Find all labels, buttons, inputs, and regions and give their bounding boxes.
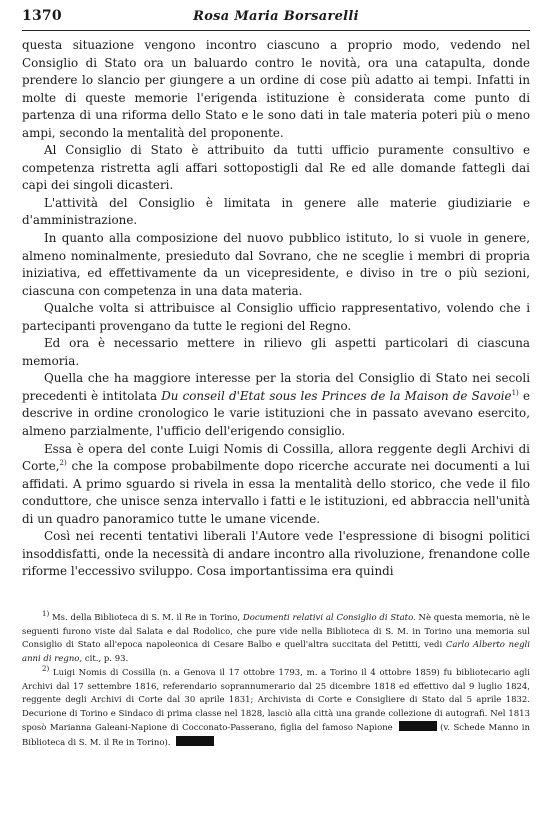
footnote-1 bbox=[22, 612, 530, 666]
paragraph-7-text-b: e descrive in ordine cronologico le varie istituzioni che in passato avevano esercito, almeno parzialmente, l'ufficio dell'erigendo consiglio. bbox=[22, 388, 530, 439]
footnote-1-title: Documenti relativi al Consiglio di Stato. bbox=[242, 613, 416, 623]
page-header bbox=[22, 6, 530, 26]
paragraph-2: Al Consiglio di Stato è attribuito da tutti ufficio puramente consultivo e competenza ristretta agli affari sottopostigli dal Re ed alle domande fattegli dai capi dei singoli dicasteri. bbox=[22, 143, 530, 193]
footnote-1-reference: Carlo Alberto negli anni di regno, bbox=[22, 640, 530, 664]
paragraph-7-text-a: Quella che ha maggiore interesse per la storia del Consiglio di Stato nei secoli precedenti è intitolata bbox=[22, 371, 530, 403]
paragraph-8-text-a: Essa è opera del conte Luigi Nomis di Cossilla, allora reggente degli Archivi di Corte, bbox=[22, 441, 530, 474]
footnote-2-text-a: Luigi Nomis di Cossilla (n. a Genova il 17 ottobre 1793, m. a Torino il 4 ottobre 1859) fu bibliotecario agli Archivi dal 17 settembre 1816, referendario soprannumerario dal 25 dicembre 1818 ed effettivo dal 9 luglio 1824, reggente degli Archivi di Corte dal 30 aprile 1831; Archivista di Corte e Consigliere di Stato dal 5 aprile 1832. Decurione di Torino e Sindaco di prima classe nel 1828, lasciò alla città una grande collezione di autografi. Nel 1813 sposò Marianna Galeani-Napione di Cocconato-Passerano, figlia del famoso Napione bbox=[22, 668, 530, 733]
footnote-2 bbox=[22, 667, 530, 750]
paragraph-6: Ed ora è necessario mettere in rilievo gli aspetti particolari di ciascuna memoria. bbox=[22, 336, 530, 368]
footnote-1-text-b: Nè questa memoria, nè le seguenti furono viste dal Salata e dal Rodolico, che pure vide nella Biblioteca di S. M. in Torino una memoria sul Consiglio di Stato all'epoca napoleonica di Cesare Balbo e quell'altra succitata del Petitti, vedi bbox=[22, 613, 531, 650]
footnote-ref-1: 1) bbox=[511, 388, 519, 397]
body-text bbox=[22, 37, 530, 581]
footnote-1-text-c: cit., p. 93. bbox=[82, 653, 129, 664]
paragraph-4: In quanto alla composizione del nuovo pubblico istituto, lo si vuole in genere, almeno nominalmente, presieduto dal Sovrano, che ne sceglie i membri di propria iniziativa, ed effettivamente da un vicepresidente, e diviso in tre o più sezioni, ciascuna con competenza in una data materia. bbox=[22, 231, 530, 298]
paragraph-8 bbox=[22, 441, 530, 529]
footnote-ref-2: 2) bbox=[59, 459, 67, 468]
redaction-mark bbox=[176, 736, 214, 746]
footnote-2-mark: 2) bbox=[42, 665, 50, 674]
redaction-mark bbox=[399, 721, 437, 731]
page-number: 1370 bbox=[22, 8, 62, 24]
paragraph-5: Qualche volta si attribuisce al Consiglio ufficio rappresentativo, volendo che i partecipanti provengano da tutte le regioni del Regno. bbox=[22, 301, 530, 333]
paragraph-7 bbox=[22, 370, 530, 440]
paragraph-9: Così nei recenti tentativi liberali l'Autore vede l'espressione di bisogni politici insoddisfatti, onde la necessità di andare incontro alla rivoluzione, frenandone colle riforme l'eccessivo sviluppo. Cosa importantissima era quindi bbox=[22, 529, 530, 579]
paragraph-8-text-b: che la compose probabilmente dopo ricerche accurate nei documenti a lui affidati. A primo sguardo si rivela in essa la mentalità dello storico, che vede il filo conduttore, che unisce senza intervallo i fatti e le istituzioni, ed abbraccia nell'unità di un quadro panoramico tutte le umane vicende. bbox=[22, 459, 530, 526]
memoir-title: Du conseil d'Etat sous les Princes de la Maison de Savoie bbox=[161, 388, 512, 403]
running-head: Rosa Maria Borsarelli bbox=[193, 9, 359, 24]
footnote-2-text-b: (v. Schede Manno in Biblioteca di S. M. il Re in Torino). bbox=[22, 723, 530, 748]
paragraph-3: L'attività del Consiglio è limitata in genere alle materie giudiziarie e d'amministrazione. bbox=[22, 195, 530, 228]
footnotes bbox=[22, 612, 530, 750]
footnote-1-text-a: Ms. della Biblioteca di S. M. il Re in Torino, bbox=[49, 613, 243, 623]
header-rule bbox=[22, 30, 530, 31]
footnote-1-mark: 1) bbox=[42, 610, 50, 619]
paragraph-1: questa situazione vengono incontro ciascuno a proprio modo, vedendo nel Consiglio di Stato ora un baluardo contro le novità, ora una catapulta, donde prendere lo slancio per giungere a un ordine di cose più adatto ai tempi. Infatti in molte di queste memorie l'erigenda istituzione è considerata come punto di partenza di una riforma dello Stato e le sono dati in tale materia poteri più o meno ampi, secondo la mentalità del proponente. bbox=[22, 38, 530, 140]
